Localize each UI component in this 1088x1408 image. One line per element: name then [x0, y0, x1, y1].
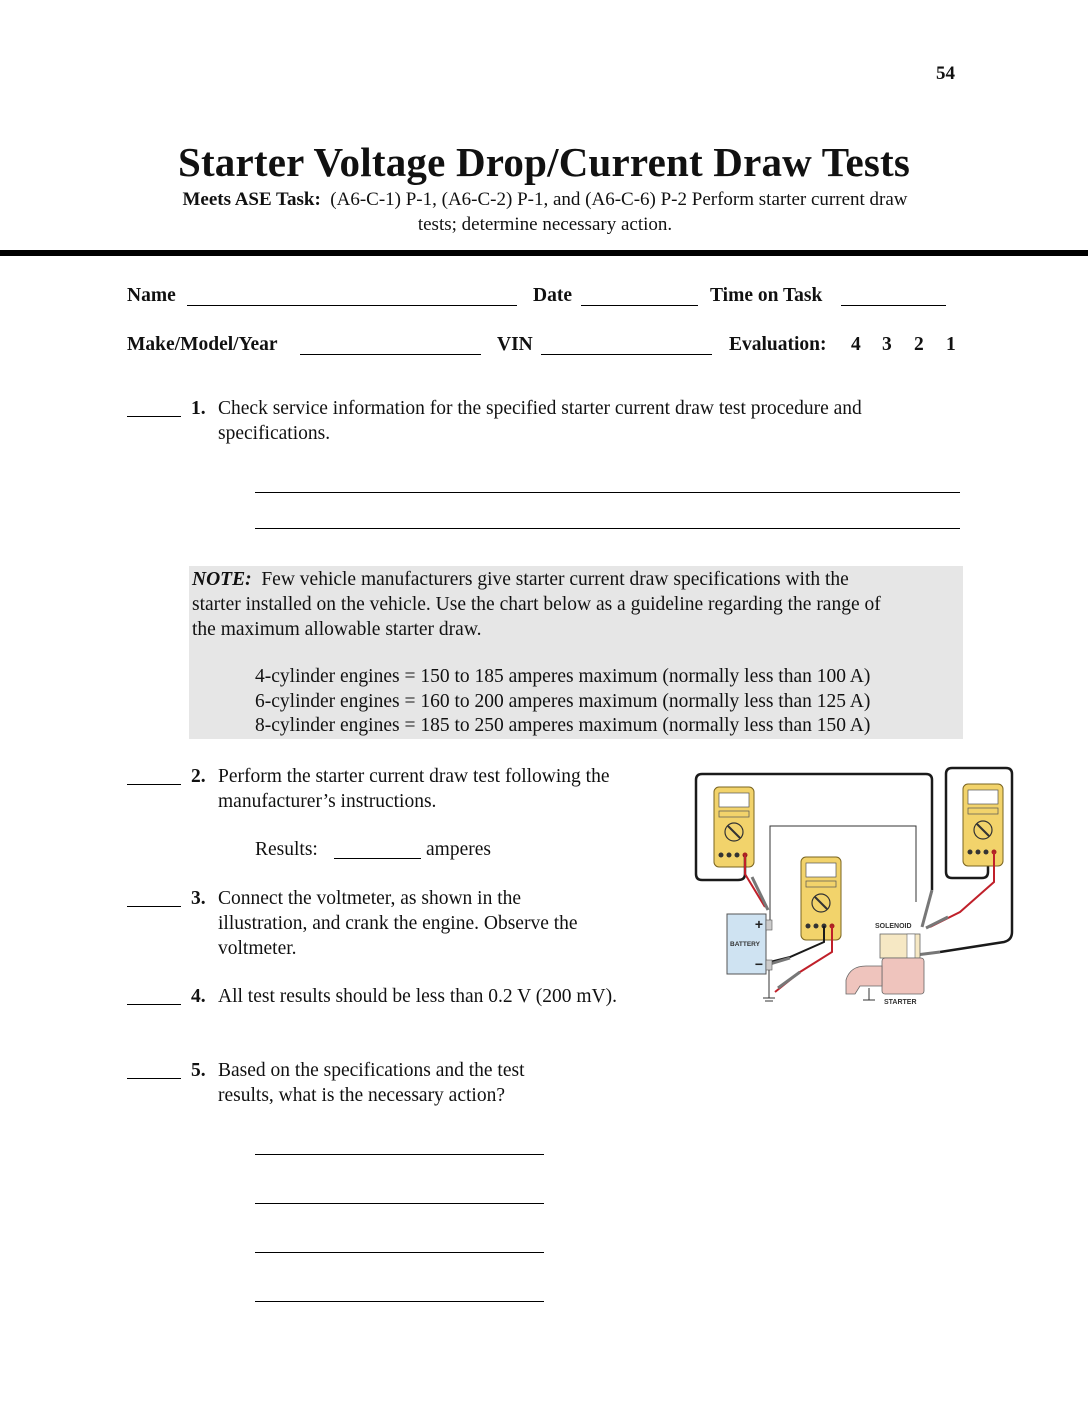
note-text: NOTE: Few vehicle manufacturers give starter current draw specifications with the starter installed on the vehicle. Use the chart below as a guideline regarding the range of the maximum allowable starter draw.	[192, 569, 881, 640]
header-divider	[0, 250, 1088, 256]
step-3	[191, 886, 671, 966]
ase-task-text-1: (A6-C-1) P-1, (A6-C-2) P-1, and (A6-C-6) P-2 Perform starter current draw	[330, 189, 908, 210]
step-4-checkbox-line[interactable]	[127, 1004, 181, 1005]
battery-minus-label: −	[754, 956, 764, 972]
results-unit: amperes	[426, 839, 491, 860]
results-amperes-field[interactable]	[334, 858, 421, 859]
step-4	[191, 984, 671, 1014]
step-2-number: 2.	[191, 766, 206, 787]
step-5-answer-line-1[interactable]	[255, 1154, 544, 1155]
date-field[interactable]	[581, 305, 698, 306]
voltage-drop-test-diagram	[690, 762, 1030, 1018]
make-model-year-label: Make/Model/Year	[127, 334, 278, 355]
battery-label: BATTERY	[730, 941, 760, 948]
evaluation-score-2[interactable]: 2	[914, 334, 924, 355]
results-label: Results:	[255, 839, 318, 860]
vin-field[interactable]	[541, 354, 712, 355]
ase-task-subtitle	[110, 187, 980, 237]
evaluation-score-4[interactable]: 4	[851, 334, 861, 355]
solenoid-label: SOLENOID	[875, 923, 912, 930]
note-box	[189, 566, 963, 739]
step-3-text: Connect the voltmeter, as shown in the illustration, and crank the engine. Observe the voltmeter.	[218, 888, 578, 959]
step-3-checkbox-line[interactable]	[127, 906, 181, 907]
vin-label: VIN	[497, 334, 533, 355]
evaluation-label: Evaluation:	[729, 334, 827, 355]
name-label: Name	[127, 285, 176, 306]
evaluation-score-3[interactable]: 3	[882, 334, 892, 355]
step-2-text: Perform the starter current draw test following the manufacturer’s instructions.	[218, 766, 610, 812]
step-1-checkbox-line[interactable]	[127, 416, 181, 417]
spec-4-cylinder: 4-cylinder engines = 150 to 185 amperes maximum (normally less than 100 A)	[255, 666, 871, 687]
ase-task-text-2: tests; determine necessary action.	[417, 214, 673, 235]
multimeter-left-icon	[714, 787, 754, 867]
step-1-answer-line-2[interactable]	[255, 528, 960, 529]
date-label: Date	[533, 285, 572, 306]
spec-8-cylinder: 8-cylinder engines = 185 to 250 amperes maximum (normally less than 150 A)	[255, 715, 871, 736]
spec-6-cylinder: 6-cylinder engines = 160 to 200 amperes maximum (normally less than 125 A)	[255, 690, 871, 712]
step-5-text: Based on the specifications and the test results, what is the necessary action?	[218, 1060, 525, 1106]
ase-task-label: Meets ASE Task:	[182, 189, 321, 210]
make-model-year-field[interactable]	[300, 354, 481, 355]
step-3-number: 3.	[191, 888, 206, 909]
battery-plus-label: +	[754, 916, 764, 932]
step-5-answer-line-2[interactable]	[255, 1203, 544, 1204]
page-number: 54	[936, 63, 955, 84]
step-5-number: 5.	[191, 1060, 206, 1081]
multimeter-center-icon	[801, 857, 841, 940]
step-2-checkbox-line[interactable]	[127, 784, 181, 785]
step-1-number: 1.	[191, 398, 206, 419]
step-5	[191, 1058, 611, 1118]
step-4-number: 4.	[191, 986, 206, 1007]
step-2	[191, 764, 671, 824]
evaluation-score-1[interactable]: 1	[946, 334, 956, 355]
time-on-task-field[interactable]	[841, 305, 946, 306]
current-draw-spec-list	[255, 665, 870, 739]
step-5-checkbox-line[interactable]	[127, 1078, 181, 1079]
step-5-answer-line-3[interactable]	[255, 1252, 544, 1253]
page-title: Starter Voltage Drop/Current Draw Tests	[177, 139, 911, 185]
time-on-task-label: Time on Task	[710, 285, 823, 306]
multimeter-right-icon	[963, 784, 1003, 866]
step-1-answer-line-1[interactable]	[255, 492, 960, 493]
starter-label: STARTER	[884, 999, 917, 1006]
step-4-text: All test results should be less than 0.2 V (200 mV).	[218, 986, 618, 1007]
note-label: NOTE:	[192, 569, 252, 590]
step-1-text: Check service information for the specified starter current draw test procedure and specifications.	[218, 398, 862, 444]
step-1	[191, 396, 971, 456]
name-field[interactable]	[187, 305, 517, 306]
step-5-answer-line-4[interactable]	[255, 1301, 544, 1302]
